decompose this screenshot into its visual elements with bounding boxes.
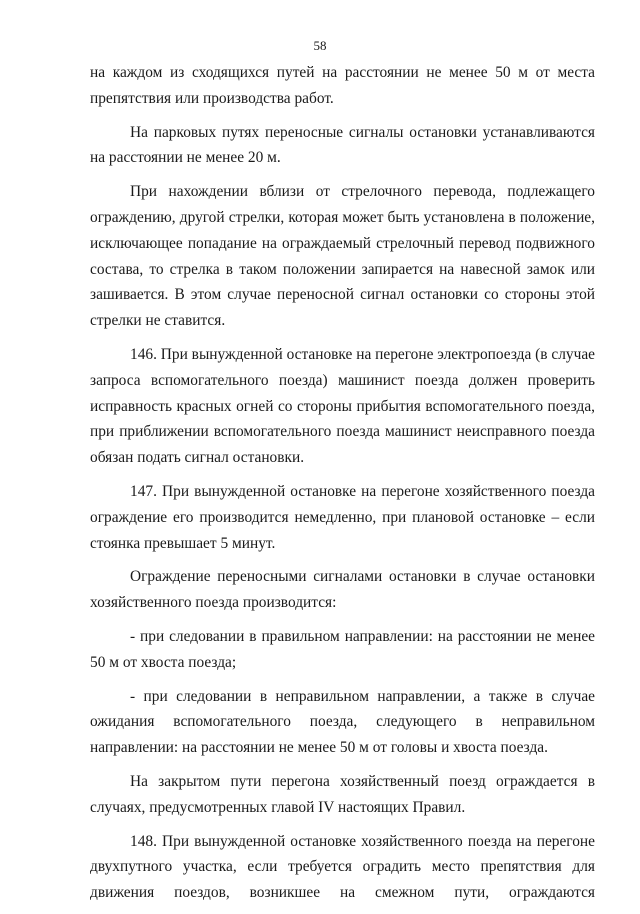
- paragraph-park-tracks: На парковых путях переносные сигналы остановки устанавливаются на расстоянии не менее 20 м.: [90, 123, 595, 167]
- paragraph-switch-lock: При нахождении вблизи от стрелочного перевода, подлежащего ограждению, другой стрелки, которая может быть установлена в положение, исключающее попадание на ограждаемый стрелочный перевод подвижного состава, то стрелка в таком положении запирается на навесной замок или зашивается. В этом случае переносной сигнал остановки со стороны этой стрелки не ставится.: [90, 183, 595, 330]
- paragraph-signal-fencing: Ограждение переносными сигналами остановки в случае остановки хозяйственного поезда производится:: [90, 568, 595, 612]
- paragraph-147: 147. При вынужденной остановке на перегоне хозяйственного поезда ограждение его производится немедленно, при плановой остановке – если стоянка превышает 5 минут.: [90, 482, 595, 552]
- paragraph-148: 148. При вынужденной остановке хозяйственного поезда на перегоне двухпутного участка, если требуется оградить место препятствия для движения поездов, возникшее на смежном пути, ограждаются: [90, 832, 595, 902]
- page-number: 58: [313, 38, 327, 53]
- list-item-wrong-direction: - при следовании в неправильном направлении, а также в случае ожидания вспомогательного поезда, следующего в неправильном направлении: на расстоянии не менее 50 м от головы и хвоста поезда.: [90, 687, 595, 757]
- paragraph-146: 146. При вынужденной остановке на перегоне электропоезда (в случае запроса вспомогательного поезда) машинист поезда должен проверить исправность красных огней со стороны прибытия вспомогательного поезда, при приближении вспомогательного поезда машинист неисправного поезда обязан подать сигнал остановки.: [90, 345, 595, 467]
- body-text: [90, 60, 595, 914]
- paragraph-closed-track: На закрытом пути перегона хозяйственный поезд ограждается в случаях, предусмотренных главой IV настоящих Правил.: [90, 772, 595, 816]
- paragraph-continuation: на каждом из сходящихся путей на расстоянии не менее 50 м от места препятствия или производства работ.: [90, 64, 595, 107]
- list-item-correct-direction: - при следовании в правильном направлении: на расстоянии не менее 50 м от хвоста поезда;: [90, 627, 595, 671]
